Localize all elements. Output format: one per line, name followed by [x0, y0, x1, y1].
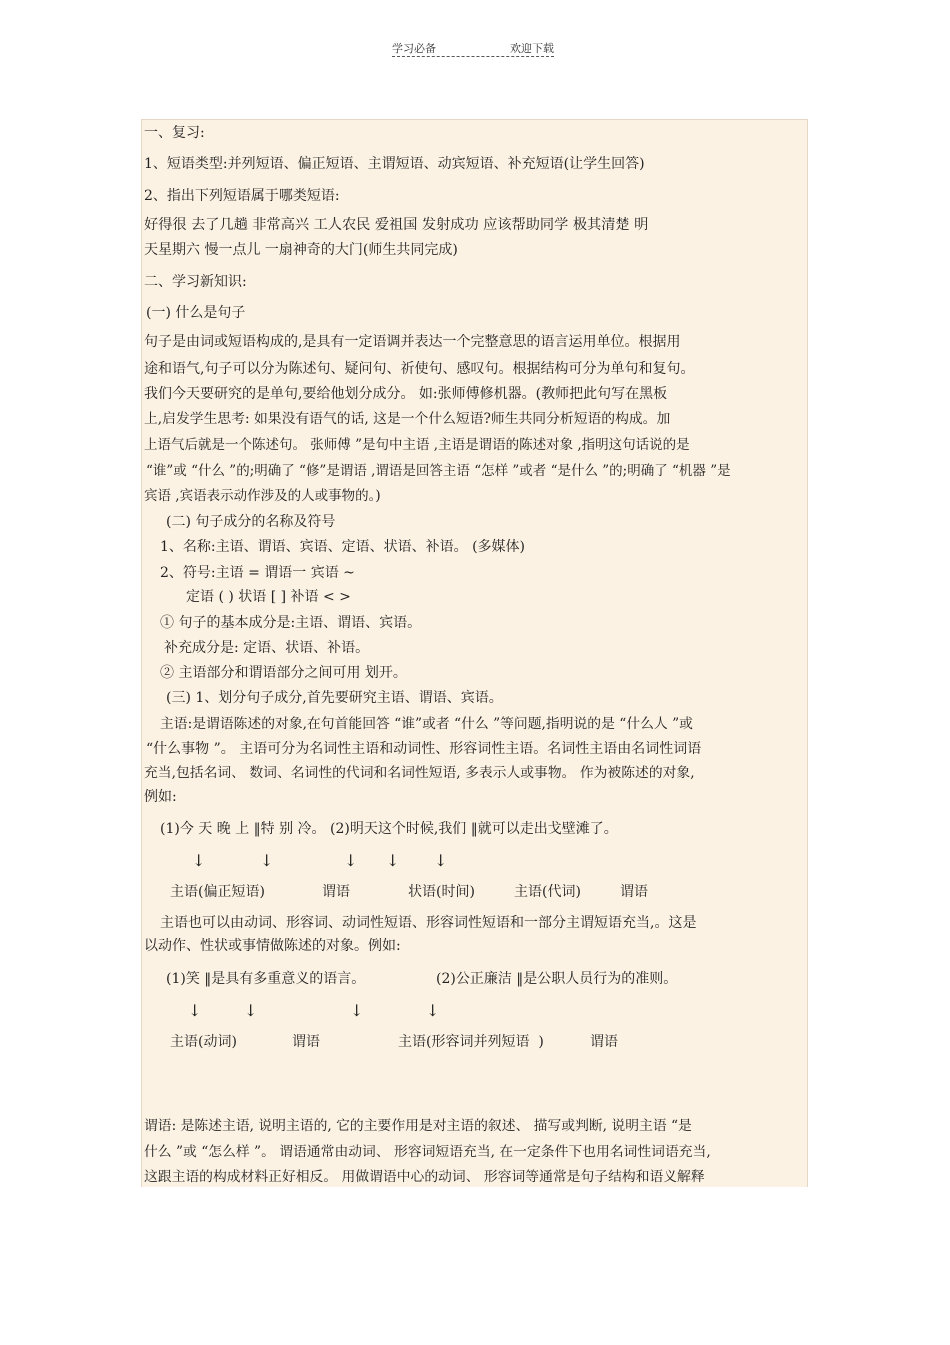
text-line: 2、指出下列短语属于哪类短语:	[144, 188, 340, 204]
text-line: “什么事物 ”。 主语可分为名词性主语和动词性、形容词性主语。名词性主语由名词性词语	[146, 741, 702, 757]
down-arrow-icon: ↓	[260, 851, 274, 870]
page-header	[392, 38, 554, 57]
text-line: 宾语 ,宾语表示动作涉及的人或事物的。)	[144, 488, 381, 504]
text-line: 我们今天要研究的是单句,要给他划分成分。 如:张师傅修机器。(教师把此句写在黑板	[144, 386, 668, 402]
text-line: “谁”或 “什么 ”的;明确了 “修”是谓语 ,谓语是回答主语 “怎样 ”或者 “是什么 ”的;明确了 “机器 ”是	[146, 463, 731, 479]
label: 状语(时间)	[408, 884, 475, 900]
text-line: (三) 1、划分句子成分,首先要研究主语、谓语、宾语。	[166, 690, 503, 706]
header-right-text: 欢迎下载	[510, 42, 554, 55]
label: 谓语	[590, 1034, 618, 1050]
content-panel	[141, 119, 808, 1187]
text-line: 例如:	[144, 789, 177, 805]
text-line: ② 主语部分和谓语部分之间可用 划开。	[160, 665, 407, 681]
text-line: 1、短语类型:并列短语、偏正短语、主谓短语、动宾短语、补充短语(让学生回答)	[144, 156, 645, 172]
label: 主语(代词)	[514, 884, 581, 900]
text-line: 补充成分是: 定语、状语、补语。	[164, 640, 370, 656]
down-arrow-icon: ↓	[434, 851, 448, 870]
text-line: 上语气后就是一个陈述句。 张师傅 ”是句中主语 ,主语是谓语的陈述对象 ,指明这句话说的是	[144, 437, 690, 453]
text-line: 以动作、性状或事情做陈述的对象。例如:	[144, 938, 401, 954]
text-line: 途和语气,句子可以分为陈述句、疑问句、祈使句、感叹句。根据结构可分为单句和复句。	[144, 361, 695, 377]
text-line: 好得很 去了几趟 非常高兴 工人农民 爱祖国 发射成功 应该帮助同学 极其清楚 明	[144, 217, 649, 233]
down-arrow-icon: ↓	[244, 1001, 258, 1020]
text-line: 充当,包括名词、 数词、名词性的代词和名词性短语, 多表示人或事物。 作为被陈述的对象,	[144, 765, 695, 781]
label: 谓语	[620, 884, 648, 900]
example-sentence: (2)公正廉洁 ‖是公职人员行为的准则。	[436, 971, 678, 987]
down-arrow-icon: ↓	[192, 851, 206, 870]
text-line: 谓语: 是陈述主语, 说明主语的, 它的主要作用是对主语的叙述、 描写或判断, 说明主语 “是	[144, 1118, 692, 1134]
text-line: 定语 ( ) 状语 [ ] 补语 < >	[186, 589, 351, 605]
text-line: 1、名称:主语、谓语、宾语、定语、状语、补语。 (多媒体)	[160, 539, 525, 555]
down-arrow-icon: ↓	[188, 1001, 202, 1020]
header-left-text: 学习必备	[392, 42, 436, 55]
label: 主语(偏正短语)	[170, 884, 265, 900]
text-line: 这跟主语的构成材料正好相反。 用做谓语中心的动词、 形容词等通常是句子结构和语义解释	[144, 1169, 705, 1185]
text-line: 什么 ”或 “怎么样 ”。 谓语通常由动词、 形容词短语充当, 在一定条件下也用名词性词语充当,	[144, 1144, 711, 1160]
down-arrow-icon: ↓	[426, 1001, 440, 1020]
down-arrow-icon: ↓	[350, 1001, 364, 1020]
text-line: ① 句子的基本成分是:主语、谓语、宾语。	[160, 615, 422, 631]
down-arrow-icon: ↓	[386, 851, 400, 870]
text-line: 上,启发学生思考: 如果没有语气的话, 这是一个什么短语?师生共同分析短语的构成。加	[144, 411, 671, 427]
label: 谓语	[292, 1034, 320, 1050]
label: 主语(形容词并列短语 )	[398, 1034, 544, 1050]
text-line: (一) 什么是句子	[146, 305, 246, 321]
text-line: 句子是由词或短语构成的,是具有一定语调并表达一个完整意思的语言运用单位。根据用	[144, 334, 681, 350]
text-line: (二) 句子成分的名称及符号	[166, 514, 336, 530]
example-sentence: (1)今 天 晚 上 ‖特 别 冷。 (2)明天这个时候,我们 ‖就可以走出戈壁滩了。	[160, 821, 618, 837]
text-line: 2、符号:主语 = 谓语一 宾语 ~	[160, 565, 355, 581]
down-arrow-icon: ↓	[344, 851, 358, 870]
label: 谓语	[322, 884, 350, 900]
text-line: 天星期六 慢一点儿 一扇神奇的大门(师生共同完成)	[144, 242, 458, 258]
text-line: 二、学习新知识:	[144, 274, 247, 290]
label: 主语(动词)	[170, 1034, 237, 1050]
text-line: 主语也可以由动词、形容词、动词性短语、形容词性短语和一部分主谓短语充当,。这是	[160, 915, 697, 931]
text-line: 一、复习:	[144, 125, 205, 141]
text-line: 主语:是谓语陈述的对象,在句首能回答 “谁”或者 “什么 ”等问题,指明说的是 “什么人 ”或	[160, 716, 693, 732]
example-sentence: (1)笑 ‖是具有多重意义的语言。	[166, 971, 366, 987]
